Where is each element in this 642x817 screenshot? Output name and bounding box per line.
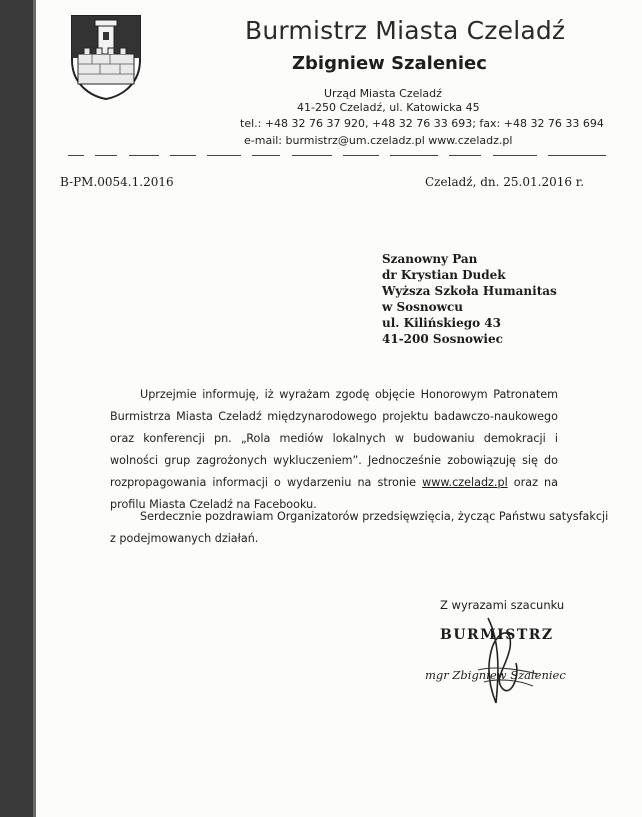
recipient-line: 41-200 Sosnowiec [382,332,503,346]
website-link[interactable]: www.czeladz.pl [422,476,508,489]
body-text-part2: oraz na profilu Miasta Czeladź na Facebooku. [110,476,559,511]
recipient-line: ul. Kilińskiego 43 [382,316,502,330]
recipient-block [382,251,557,347]
letterhead-title: Burmistrz Miasta Czeladź [245,16,566,45]
recipient-line: Wyższa Szkoła Humanitas [382,284,557,298]
body-paragraph-2 [110,506,609,550]
place-date: Czeladź, dn. 25.01.2016 r. [425,175,585,189]
recipient-line: Szanowny Pan [382,252,478,266]
recipient-line: w Sosnowcu [382,300,464,314]
body-text-part1: Uprzejmie informuję, iż wyrażam zgodę objęcie Honorowym Patronatem Burmistrza Miasta Czeladź międzynarodowego projektu badawczo-naukowego oraz konferencji pn. „Rola mediów lokalnych w budowaniu demokracji i wolności grup zagrożonych wykluczeniem”. Jednocześnie zobowiązuję się do rozpropagowania informacji o wydarzeniu na stronie [110,388,558,489]
letterhead-office: Urząd Miasta Czeladź [324,87,442,100]
letterhead-address: 41-250 Czeladź, ul. Katowicka 45 [297,101,480,114]
letterhead-mayor-name: Zbigniew Szaleniec [292,53,487,74]
signature-signer-name: mgr Zbigniew Szaleniec [425,668,566,682]
letterhead-divider [68,153,606,157]
letterhead-phones: tel.: +48 32 76 37 920, +48 32 76 33 693; fax: +48 32 76 33 694 [240,117,604,130]
closing-phrase: Z wyrazami szacunku [440,598,565,612]
body-paragraph-2-line1: Serdecznie pozdrawiam Organizatorów przedsięwzięcia, życząc Państwu satysfakcji [140,510,609,523]
signature-stamp-title: BURMISTRZ [440,627,554,643]
letterhead-contact: e-mail: burmistrz@um.czeladz.pl www.czeladz.pl [244,134,513,147]
body-paragraph-1 [110,384,558,516]
body-paragraph-2-line2: z podejmowanych działań. [110,532,259,545]
document-reference: B-PM.0054.1.2016 [60,175,174,189]
coat-of-arms-icon [70,14,142,100]
recipient-line: dr Krystian Dudek [382,268,506,282]
scan-edge [0,0,36,817]
handwritten-signature-icon [458,608,553,713]
